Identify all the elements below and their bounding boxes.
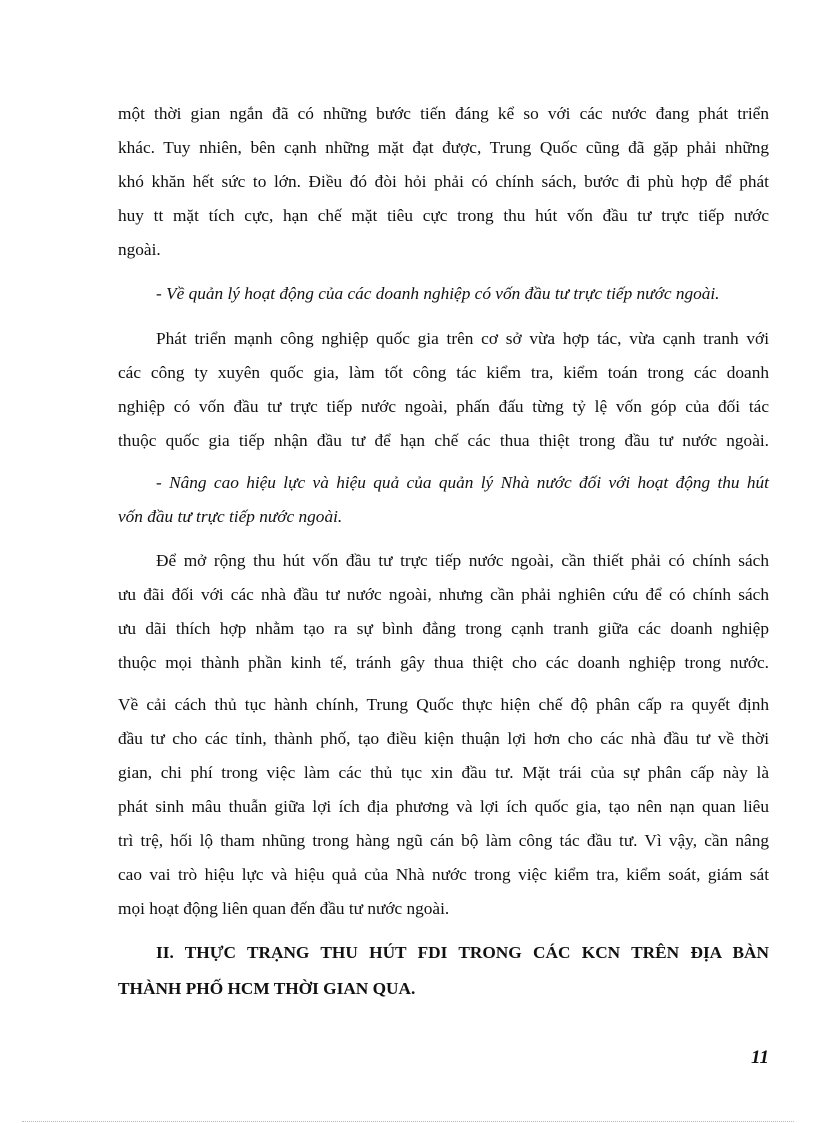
text-line: gian, chi phí trong việc làm các thủ tục xin đầu tư. Mặt trái của sự phân cấp này là (118, 763, 769, 782)
body-paragraph (118, 544, 769, 680)
body-paragraph (118, 97, 769, 267)
text-line: Về cải cách thủ tục hành chính, Trung Quốc thực hiện chế độ phân cấp ra quyết định (118, 695, 769, 714)
page-number: 11 (751, 1047, 769, 1068)
body-paragraph (118, 322, 769, 458)
footer-divider (22, 1121, 794, 1122)
section-heading (118, 935, 769, 1007)
text-line: nghiệp có vốn đầu tư trực tiếp nước ngoài, phấn đấu từng tỷ lệ vốn góp của đối tác (118, 397, 769, 416)
text-line: khác. Tuy nhiên, bên cạnh những mặt đạt được, Trung Quốc cũng đã gặp phải những (118, 138, 769, 157)
italic-subheading (118, 466, 769, 534)
text-line: cao vai trò hiệu lực và hiệu quả của Nhà nước trong việc kiểm tra, kiểm soát, giám sát (118, 865, 769, 884)
italic-subheading (156, 277, 769, 311)
text-line: khó khăn hết sức to lớn. Điều đó đòi hỏi phải có chính sách, bước đi phù hợp để phát (118, 172, 769, 191)
text-line: - Nâng cao hiệu lực và hiệu quả của quản lý Nhà nước đối với hoạt động thu hút (156, 473, 769, 492)
text-line: các công ty xuyên quốc gia, làm tốt công tác kiểm tra, kiểm toán trong các doanh (118, 363, 769, 382)
text-line: một thời gian ngắn đã có những bước tiến đáng kể so với các nước đang phát triển (118, 104, 769, 123)
text-line: ưu đãi đối với các nhà đầu tư nước ngoài, nhưng cần phải nghiên cứu để có chính sách (118, 585, 769, 604)
text-line: Phát triển mạnh công nghiệp quốc gia trên cơ sở vừa hợp tác, vừa cạnh tranh với (156, 329, 769, 348)
text-line: - Về quản lý hoạt động của các doanh nghiệp có vốn đầu tư trực tiếp nước ngoài. (156, 284, 720, 303)
text-line: Để mở rộng thu hút vốn đầu tư trực tiếp nước ngoài, cần thiết phải có chính sách (156, 551, 769, 570)
body-paragraph (118, 688, 769, 926)
text-line: huy tt mặt tích cực, hạn chế mặt tiêu cực trong thu hút vốn đầu tư trực tiếp nước (118, 206, 769, 225)
text-line: ngoài. (118, 240, 161, 259)
heading-line: THÀNH PHỐ HCM THỜI GIAN QUA. (118, 979, 416, 998)
text-line: trì trệ, hối lộ tham nhũng trong hàng ngũ cán bộ làm công tác đầu tư. Vì vậy, cần nâng (118, 831, 769, 850)
text-line: đầu tư cho các tỉnh, thành phố, tạo điều kiện thuận lợi hơn cho các nhà đầu tư về thời (118, 729, 769, 748)
text-line: thuộc mọi thành phần kinh tế, tránh gây thua thiệt cho các doanh nghiệp trong nước. (118, 653, 769, 672)
text-line: mọi hoạt động liên quan đến đầu tư nước ngoài. (118, 899, 450, 918)
text-line: thuộc quốc gia tiếp nhận đầu tư để hạn chế các thua thiệt trong đầu tư nước ngoài. (118, 431, 769, 450)
heading-line: II. THỰC TRẠNG THU HÚT FDI TRONG CÁC KCN TRÊN ĐỊA BÀN (156, 943, 769, 962)
text-line: vốn đầu tư trực tiếp nước ngoài. (118, 507, 343, 526)
text-line: ưu dãi thích hợp nhằm tạo ra sự bình đẳng trong cạnh tranh giữa các doanh nghiệp (118, 619, 769, 638)
text-line: phát sinh mâu thuẫn giữa lợi ích địa phương và lợi ích quốc gia, tạo nên nạn quan liêu (118, 797, 769, 816)
